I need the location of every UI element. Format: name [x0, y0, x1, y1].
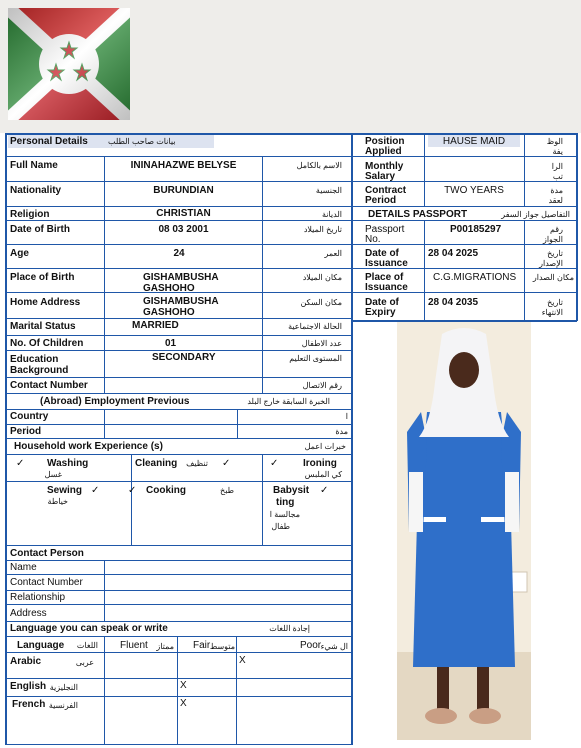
employment-title-ar: الخبرة السابقة خارج البلد: [247, 397, 330, 406]
issuance-label-ar-line1: تاريخ: [547, 249, 563, 258]
contract-label-ar-line2: لعقد: [548, 196, 563, 205]
contact-number-label-ar: رقم الاتصال: [302, 381, 342, 390]
place-issuance-label-line1: Place of: [365, 272, 404, 283]
place-issuance-value: C.G.MIGRATIONS: [433, 272, 517, 283]
language-row-name: French: [12, 699, 46, 710]
place-issuance-label-line2: Issuance: [365, 282, 408, 293]
period-label: Period: [10, 426, 42, 437]
salary-label-ar-line1: الرا: [551, 162, 563, 171]
employment-title: (Abroad) Employment Previous: [40, 396, 190, 407]
marital-label: Marital Status: [10, 321, 76, 332]
cleaning-check-icon: ✓: [222, 458, 231, 469]
applicant-photo: [397, 322, 531, 740]
passport-section-title: DETAILS PASSPORT: [368, 209, 468, 220]
fluent-header: Fluent: [120, 640, 148, 651]
language-header-label: Language: [17, 640, 65, 651]
language-header-label-ar: اللغات: [76, 641, 98, 650]
position-label-ar-line2: يفة: [552, 147, 563, 156]
marital-value: MARRIED: [132, 320, 179, 331]
cooking-label: Cooking: [146, 485, 186, 496]
age-value: 24: [173, 248, 185, 259]
position-value: HAUSE MAID: [442, 136, 506, 147]
expiry-label-line2: Expiry: [365, 307, 396, 318]
washing-label-ar: غسل: [44, 470, 62, 479]
ironing-check-icon: ✓: [270, 458, 279, 469]
babysitting-label-line1: Babysit: [273, 485, 310, 496]
passport-no-label-ar-line1: رقم: [549, 225, 563, 234]
contact-person-row: Contact Number: [10, 577, 83, 588]
fair-header-ar: متوسط: [209, 642, 235, 651]
full-name-value: ININAHAZWE BELYSE: [130, 160, 237, 171]
personal-details-title: Personal Details: [10, 136, 88, 147]
washing-label: Washing: [47, 458, 89, 469]
address-value-line1: GISHAMBUSHA: [143, 296, 219, 307]
full-name-label: Full Name: [10, 160, 58, 171]
cleaning-label: Cleaning: [135, 458, 178, 469]
expiry-label-ar-line2: الانتهاء: [541, 308, 563, 317]
languages-title: Language you can speak or write: [10, 623, 168, 634]
dob-value: 08 03 2001: [158, 224, 209, 235]
babysitting-check-icon: ✓: [320, 485, 329, 496]
expiry-label-line1: Date of: [365, 297, 399, 308]
contact-person-title: Contact Person: [10, 548, 84, 559]
babysitting-label-ar-line2: طفال: [271, 522, 290, 531]
pob-label-ar: مكان الميلاد: [302, 273, 342, 282]
cooking-check-icon: ✓: [128, 485, 137, 496]
passport-no-value: P00185297: [450, 224, 502, 235]
ironing-label: Ironing: [303, 458, 337, 469]
babysitting-label-line2: ting: [276, 497, 295, 508]
fair-header: Fair: [193, 640, 211, 651]
personal-details-title-ar: بيانات صاحب الطلب: [108, 137, 176, 146]
salary-label-line2: Salary: [365, 171, 396, 182]
contact-person-row: Address: [10, 608, 47, 619]
nationality-label-ar: الجنسية: [315, 186, 342, 195]
full-name-label-ar: الاسم بالكامل: [296, 161, 342, 170]
religion-label-ar: الديانة: [321, 210, 342, 219]
contract-label-line1: Contract: [365, 185, 407, 196]
language-row-mark: X: [239, 655, 246, 666]
burundi-flag-image: [8, 8, 130, 120]
salary-label-line1: Monthly: [365, 161, 404, 172]
position-label-ar-line1: الوظ: [546, 137, 563, 146]
contact-person-row: Relationship: [10, 592, 66, 603]
nationality-value: BURUNDIAN: [153, 185, 214, 196]
sewing-label: Sewing: [47, 485, 83, 496]
religion-label: Religion: [10, 209, 50, 220]
language-row-name-ar: النجليزية: [49, 683, 78, 692]
contract-label-ar-line1: مدة: [550, 186, 563, 195]
address-label: Home Address: [10, 297, 81, 308]
contact-number-label: Contact Number: [10, 380, 88, 391]
place-issuance-label-ar: مكان الصدار: [532, 273, 574, 282]
religion-value: CHRISTIAN: [156, 208, 211, 219]
sewing-label-ar: خياطة: [47, 497, 68, 506]
pob-label: Place of Birth: [10, 272, 75, 283]
expiry-value: 28 04 2035: [428, 297, 479, 308]
marital-label-ar: الحالة الاجتماعية: [288, 322, 342, 331]
issuance-label-line1: Date of: [365, 248, 399, 259]
cooking-label-ar: طبخ: [220, 486, 234, 495]
language-row-mark: X: [180, 698, 187, 709]
fluent-header-ar: ممتاز: [156, 642, 174, 651]
children-value: 01: [165, 338, 177, 349]
contract-value: TWO YEARS: [444, 185, 504, 196]
language-row-name: Arabic: [10, 656, 42, 667]
dob-label-ar: تاريخ الميلاد: [303, 225, 342, 234]
cleaning-label-ar: تنظيف: [186, 459, 208, 468]
children-label: No. Of Children: [10, 338, 84, 349]
expiry-label-ar-line1: تاريخ: [547, 298, 563, 307]
babysitting-label-ar-line1: مجالسة ا: [269, 510, 300, 519]
language-row-name-ar: الفرنسية: [48, 701, 78, 710]
nationality-label: Nationality: [10, 185, 62, 196]
language-row-name: English: [10, 681, 47, 692]
education-label-line2: Background: [10, 365, 69, 376]
age-label: Age: [10, 248, 29, 259]
children-label-ar: عدد الاطفال: [301, 339, 342, 348]
household-title-ar: خبرات اعمل: [304, 442, 346, 451]
age-label-ar: العمر: [324, 249, 342, 258]
address-label-ar: مكان السكن: [300, 298, 342, 307]
contact-person-row: Name: [10, 562, 37, 573]
issuance-value: 28 04 2025: [428, 248, 479, 259]
ironing-label-ar: كي الملبس: [304, 470, 342, 479]
period-label-ar: مدة: [335, 427, 348, 436]
pob-value-line1: GISHAMBUSHA: [143, 272, 219, 283]
education-label-line1: Education: [10, 354, 59, 365]
address-value-line2: GASHOHO: [143, 307, 195, 318]
passport-no-label-ar-line2: الجواز: [542, 235, 563, 244]
position-label-line1: Position: [365, 136, 405, 147]
passport-no-label-line1: Passport: [365, 224, 405, 235]
position-label-line2: Applied: [365, 146, 402, 157]
passport-no-label-line2: No.: [365, 234, 381, 245]
contract-label-line2: Period: [365, 195, 397, 206]
education-value: SECONDARY: [152, 352, 216, 363]
issuance-label-ar-line2: الإصدار: [539, 259, 563, 268]
languages-title-ar: إجادة اللغات: [269, 624, 310, 633]
country-label: Country: [10, 411, 49, 422]
poor-header: Poor: [300, 640, 322, 651]
salary-label-ar-line2: تب: [552, 172, 563, 181]
language-row-mark: X: [180, 680, 187, 691]
household-title: Household work Experience (s): [14, 441, 163, 452]
dob-label: Date of Birth: [10, 224, 70, 235]
passport-section-title-ar: التفاصيل جواز السفر: [501, 210, 570, 219]
country-label-ar: ا: [345, 412, 348, 421]
language-row-name-ar: عربى: [75, 658, 94, 667]
issuance-label-line2: Issuance: [365, 258, 408, 269]
poor-header-ar: ال شيء: [320, 642, 348, 651]
education-label-ar: المستوى التعليم: [289, 354, 342, 363]
pob-value-line2: GASHOHO: [143, 283, 195, 294]
washing-check-icon: ✓: [16, 458, 25, 469]
sewing-check-icon: ✓: [91, 485, 100, 496]
